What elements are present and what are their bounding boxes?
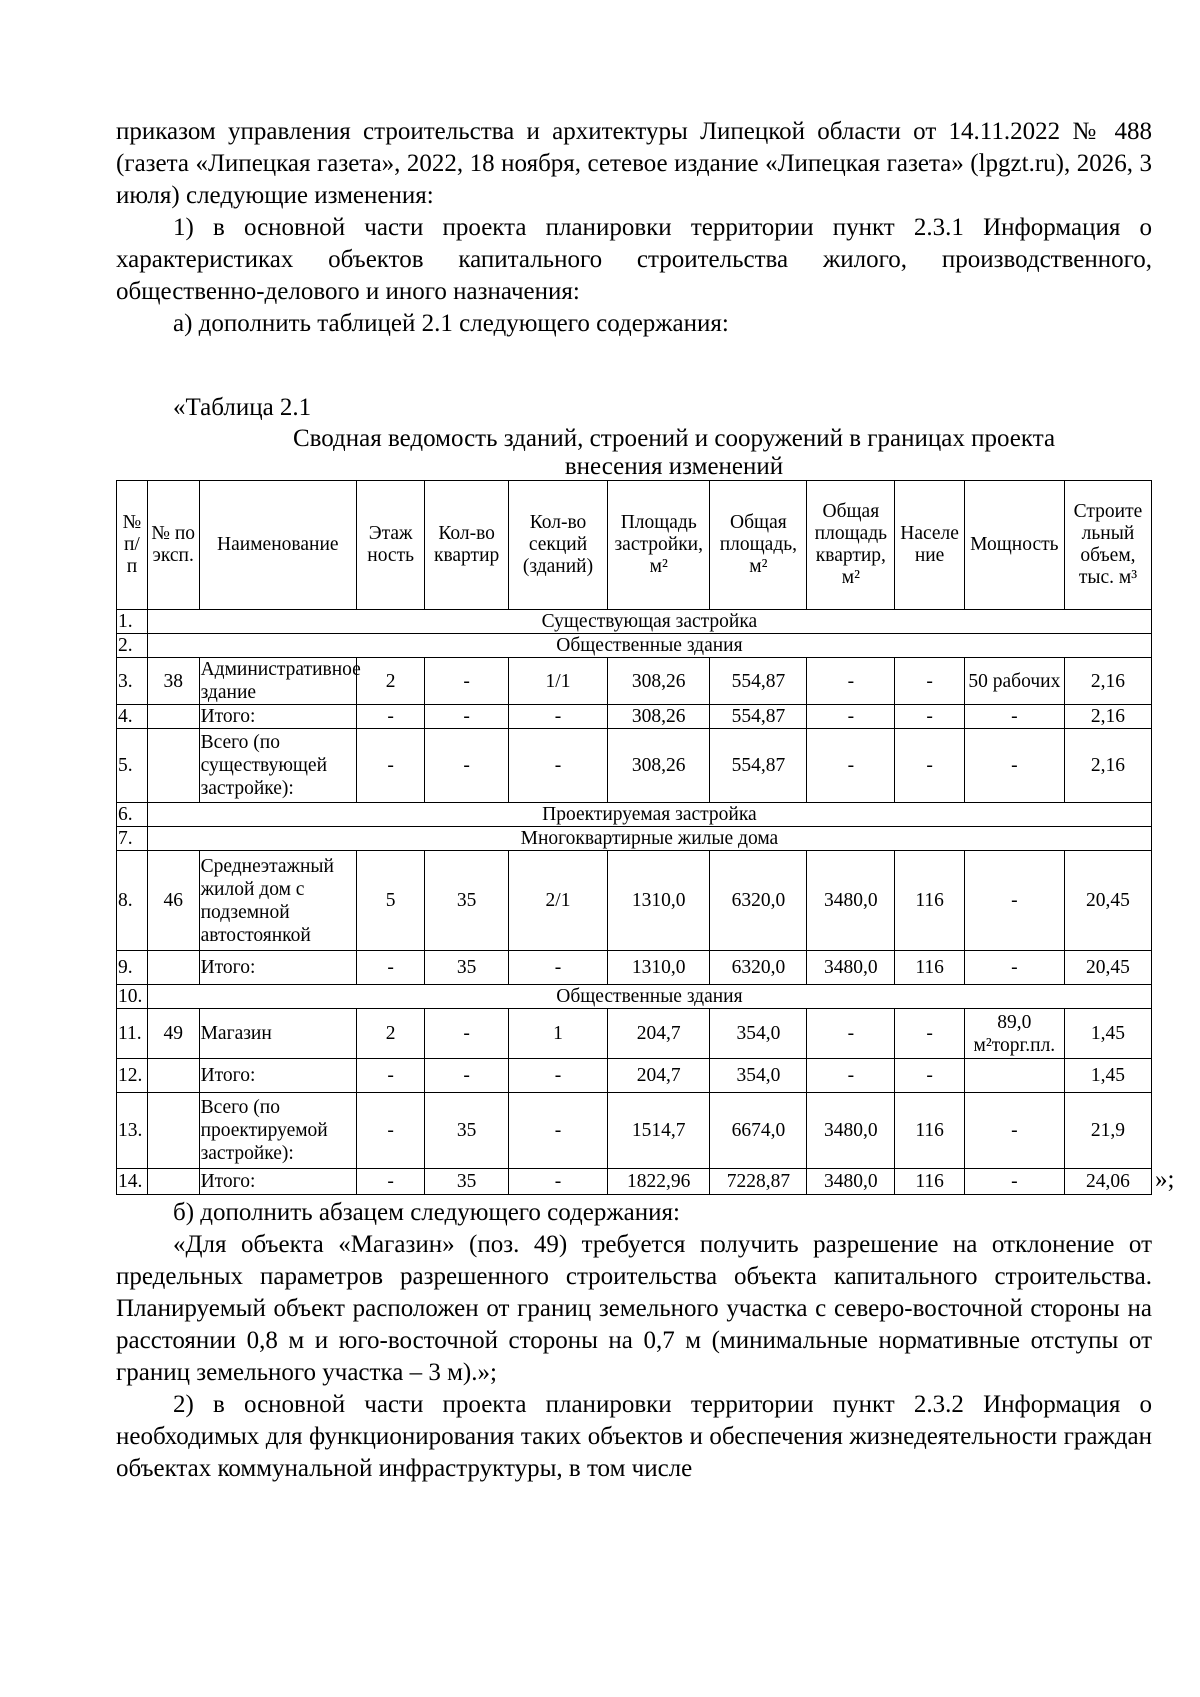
cell-flat-area: - [807,705,895,729]
cell-population: 116 [895,1169,964,1195]
cell-total-area: 554,87 [710,658,807,705]
cell-volume: 20,45 [1064,851,1151,951]
cell-volume: 1,45 [1064,1009,1151,1059]
table-row [117,985,1152,1009]
row-number-cell: 11. [117,1009,148,1059]
cell-build-area: 1310,0 [608,851,710,951]
table-row [117,634,1152,658]
cell-flat-area: 3480,0 [807,951,895,985]
buildings-table [116,480,1175,1195]
cell-total-area: 6674,0 [710,1093,807,1169]
row-number-cell: 2. [117,634,148,658]
cell-capacity: - [964,729,1064,803]
cell-exp [147,1169,199,1195]
table-row [117,1059,1152,1093]
cell-name: Итого: [199,705,356,729]
cell-build-area: 1310,0 [608,951,710,985]
cell-exp [147,1093,199,1169]
cell-flat-area: 3480,0 [807,1169,895,1195]
cell-build-area: 204,7 [608,1059,710,1093]
table-row [117,1093,1152,1169]
cell-total-area: 554,87 [710,705,807,729]
table-row [117,827,1152,851]
cell-population: - [895,729,964,803]
paragraph-after-1: б) дополнить абзацем следующего содержания: [173,1199,680,1226]
cell-flats: - [425,705,509,729]
cell-capacity: - [964,951,1064,985]
cell-sections: - [508,705,607,729]
header-population: Населе ние [895,481,964,610]
cell-population: 116 [895,1093,964,1169]
cell-capacity: 89,0 м²торг.пл. [964,1009,1064,1059]
row-number-cell: 8. [117,851,148,951]
header-sections: Кол-во секций (зданий) [508,481,607,610]
cell-total-area: 354,0 [710,1059,807,1093]
cell-flat-area: 3480,0 [807,1093,895,1169]
table-row [117,803,1152,827]
cell-exp [147,1059,199,1093]
cell-flat-area: - [807,1009,895,1059]
cell-floors: - [357,705,425,729]
table-row [117,610,1152,634]
cell-population: - [895,658,964,705]
header-build-area: Площадь застройки, м² [608,481,710,610]
cell-population: - [895,1009,964,1059]
section-header-cell: Общественные здания [147,634,1151,658]
cell-exp [147,951,199,985]
row-number-cell: 4. [117,705,148,729]
cell-capacity [964,1059,1064,1093]
table-row [117,951,1152,985]
cell-sections: - [508,1059,607,1093]
cell-flat-area: - [807,729,895,803]
cell-floors: 2 [357,658,425,705]
cell-volume-value: 24,06 [1086,1171,1130,1192]
header-exp: № по эксп. [147,481,199,610]
cell-floors: 2 [357,1009,425,1059]
cell-population: 116 [895,951,964,985]
header-volume: Строите льный объем, тыс. м³ [1064,481,1151,610]
cell-floors: - [357,1093,425,1169]
section-header-cell: Проектируемая застройка [147,803,1151,827]
cell-volume [1064,1166,1175,1195]
table-row [117,729,1152,803]
cell-build-area: 308,26 [608,729,710,803]
cell-flats: - [425,658,509,705]
cell-sections: - [508,1093,607,1169]
cell-total-area: 7228,87 [710,1169,807,1195]
cell-exp [147,729,199,803]
row-number-cell: 14. [117,1169,148,1195]
cell-population: 116 [895,851,964,951]
cell-name: Административное здание [200,659,361,703]
row-number-cell: 13. [117,1093,148,1169]
cell-volume: 1,45 [1064,1059,1151,1093]
header-name: Наименование [199,481,356,610]
cell-name: Всего (по существующей застройке): [199,729,356,803]
table-row [117,851,1152,951]
cell-volume: 21,9 [1064,1093,1151,1169]
row-number-cell: 1. [117,610,148,634]
cell-floors: - [357,1169,425,1195]
cell-total-area: 354,0 [710,1009,807,1059]
cell-build-area: 308,26 [608,705,710,729]
cell-sections: - [508,729,607,803]
table-label: «Таблица 2.1 [173,394,312,421]
cell-sections: 1/1 [508,658,607,705]
row-number-cell: 9. [117,951,148,985]
cell-name: Итого: [199,1059,356,1093]
header-total-area: Общая площадь, м² [710,481,807,610]
cell-capacity: - [964,1093,1064,1169]
cell-build-area: 1514,7 [608,1093,710,1169]
section-header-cell: Существующая застройка [147,610,1151,634]
cell-floors: - [357,1059,425,1093]
cell-flat-area: 3480,0 [807,851,895,951]
document-page [116,116,1175,1485]
cell-total-area: 554,87 [710,729,807,803]
cell-total-area: 6320,0 [710,851,807,951]
cell-flat-area: - [807,1059,895,1093]
header-flat-area: Общая площадь квартир, м² [807,481,895,610]
cell-floors: - [357,729,425,803]
cell-flats: 35 [425,1093,509,1169]
cell-build-area: 1822,96 [608,1169,710,1195]
cell-build-area: 204,7 [608,1009,710,1059]
cell-name: Всего (по проектируемой застройке): [199,1093,356,1169]
cell-build-area: 308,26 [608,658,710,705]
paragraph-after-2: «Для объекта «Магазин» (поз. 49) требуется получить разрешение на отклонение от предельных параметров разрешенного строительства объекта капитального строительства. Планируемый объект расположен от границ земельного участка с северо-восточной стороны на расстоянии 0,8 м и юго-восточной стороны на 0,7 м (минимальные нормативные отступы от границ земельного участка – 3 м).»; [116,1231,1152,1386]
paragraph-intro-1: приказом управления строительства и архитектуры Липецкой области от 14.11.2022 № 488 (газета «Липецкая газета», 2022, 18 ноября, сетевое издание «Липецкая газета» (lpgzt.ru), 2026, 3 июля) следующие изменения: [116,118,1152,209]
cell-flats: 35 [425,1169,509,1195]
cell-volume: 2,16 [1064,705,1151,729]
cell-population: - [895,705,964,729]
cell-exp: 49 [147,1009,199,1059]
section-header-cell: Многоквартирные жилые дома [147,827,1151,851]
table-row [117,1009,1152,1059]
row-number-cell: 10. [117,985,148,1009]
cell-name: Итого: [199,951,356,985]
table-row [117,1169,1152,1195]
cell-flats: - [425,1059,509,1093]
table-title-line-1: Сводная ведомость зданий, строений и сооружений в границах проекта [292,425,1056,452]
cell-population: - [895,1059,964,1093]
cell-exp: 38 [147,658,199,705]
cell-flats: 35 [425,851,509,951]
cell-sections: 1 [508,1009,607,1059]
cell-exp [147,705,199,729]
header-flats: Кол-во квартир [425,481,509,610]
row-number-cell: 6. [117,803,148,827]
cell-flat-area: - [807,658,895,705]
table-header-row [117,481,1152,610]
cell-flats: - [425,1009,509,1059]
cell-name: Магазин [199,1009,356,1059]
cell-capacity: - [964,851,1064,951]
cell-capacity: - [964,705,1064,729]
cell-capacity: - [964,1169,1064,1195]
cell-volume: 2,16 [1064,729,1151,803]
cell-sections: 2/1 [508,851,607,951]
cell-total-area: 6320,0 [710,951,807,985]
section-header-cell: Общественные здания [147,985,1151,1009]
cell-flats: 35 [425,951,509,985]
cell-exp: 46 [147,851,199,951]
paragraph-after-3: 2) в основной части проекта планировки территории пункт 2.3.2 Информация о необходимых для функционирования таких объектов и обеспечения жизнедеятельности граждан объектах коммунальной инфраструктуры, в том числе [116,1391,1152,1482]
cell-capacity: 50 рабочих [964,658,1064,705]
table-title-line-2: внесения изменений [564,453,784,480]
cell-floors: 5 [357,851,425,951]
cell-flats: - [425,729,509,803]
row-number-cell: 3. [117,658,148,705]
header-floors: Этаж ность [357,481,425,610]
cell-name: Среднеэтажный жилой дом с подземной автостоянкой [199,851,356,951]
table-row [117,658,1152,705]
header-num: № п/ п [117,481,148,610]
row-number-cell: 5. [117,729,148,803]
cell-floors: - [357,951,425,985]
cell-volume: 20,45 [1064,951,1151,985]
cell-sections: - [508,951,607,985]
row-number-cell: 12. [117,1059,148,1093]
paragraph-intro-2: 1) в основной части проекта планировки территории пункт 2.3.1 Информация о характеристиках объектов капитального строительства жилого, производственного, общественно-делового и иного назначения: [116,214,1152,305]
table-closing-quote: »; [1155,1166,1175,1193]
cell-volume: 2,16 [1064,658,1151,705]
table-row [117,705,1152,729]
cell-sections: - [508,1169,607,1195]
row-number-cell: 7. [117,827,148,851]
paragraph-intro-3: а) дополнить таблицей 2.1 следующего содержания: [173,310,729,337]
header-capacity: Мощность [964,481,1064,610]
cell-name: Итого: [199,1169,356,1195]
